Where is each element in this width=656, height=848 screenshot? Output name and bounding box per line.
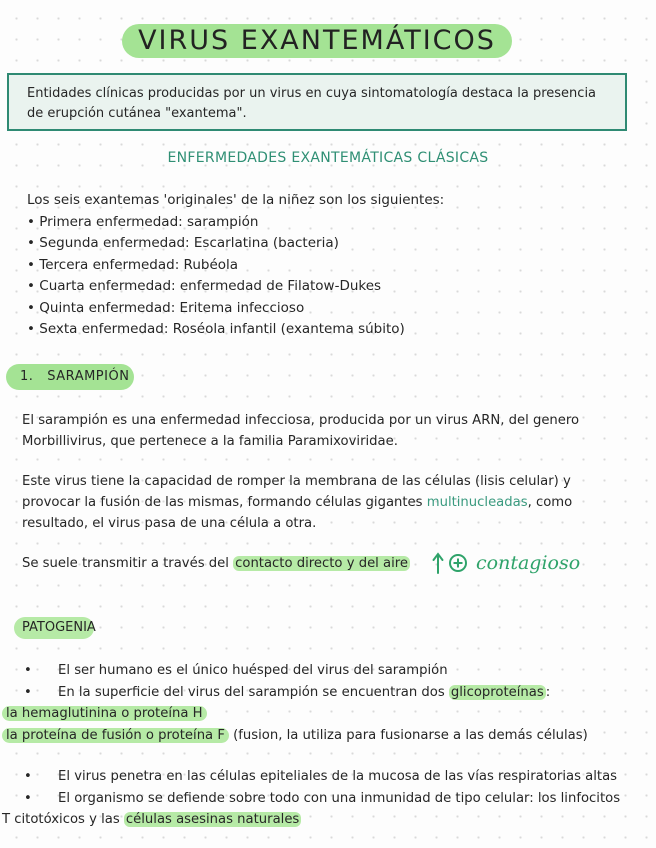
paragraph-definition: El sarampión es una enfermedad infecciosa, producida por un virus ARN, del genero Morbillivirus, que pertenece a la familia Paramixoviridae. <box>22 413 580 449</box>
plus-circle-icon <box>448 553 468 573</box>
item-text: : <box>545 684 551 700</box>
list-item: • Tercera enfermedad: Rubéola <box>27 255 444 277</box>
item-text: (fusion, la utiliza para fusionarse a las demás células) <box>228 727 588 743</box>
list-item: • Quinta enfermedad: Eritema infeccioso <box>27 298 444 320</box>
patogenia-list <box>2 660 634 831</box>
intro-lead: Los seis exantemas 'originales' de la niñez son los siguientes: <box>27 192 445 208</box>
paragraph-mechanism <box>22 471 630 534</box>
patogenia-title: PATOGENIA <box>22 620 96 635</box>
list-item <box>24 660 634 682</box>
list-item: • Sexta enfermedad: Roséola infantil (exantema súbito) <box>27 319 444 341</box>
subtitle: ENFERMEDADES EXANTEMÁTICAS CLÁSICAS <box>167 150 489 166</box>
text-segment: Se suele transmitir a través del <box>22 556 234 571</box>
text-segment: , como resultado, el virus pasa de una célula a otra. <box>22 495 573 531</box>
list-item <box>24 788 634 810</box>
exanthem-list <box>27 212 444 341</box>
item-text: En la superficie del virus del sarampión se encuentran dos <box>58 684 449 700</box>
list-item: • Cuarta enfermedad: enfermedad de Filatow-Dukes <box>27 276 444 298</box>
item-text: El ser humano es el único huésped del virus del sarampión <box>58 663 448 678</box>
note-text: contagioso <box>476 552 581 574</box>
text-segment: Este virus tiene la capacidad de romper la membrana de las células (lisis celular) y provocar la fusión de las mismas, formando células gigantes <box>22 474 571 510</box>
handwritten-note <box>432 548 580 578</box>
highlight-term: la proteína de fusión o proteína F <box>2 728 229 743</box>
list-item <box>24 766 634 788</box>
definition-box: Entidades clínicas producidas por un virus en cuya sintomatología destaca la presencia de erupción cutánea "exantema". <box>7 73 627 131</box>
item-text: El organismo se defiende sobre todo con una inmunidad de tipo celular: los linfocitos <box>58 790 621 806</box>
list-item: • Primera enfermedad: sarampión <box>27 212 444 234</box>
intro-section <box>27 190 444 341</box>
item-text: T citotóxicos y las <box>2 812 124 827</box>
highlight-term: la hemaglutinina o proteína H <box>2 706 207 721</box>
list-item: • Segunda enfermedad: Escarlatina (bacteria) <box>27 233 444 255</box>
list-line <box>2 809 634 831</box>
list-item <box>24 682 634 704</box>
up-arrow-icon <box>432 552 444 574</box>
section-title: 1. SARAMPIÓN <box>20 369 130 384</box>
highlight-term: contacto directo y del aire <box>235 556 409 571</box>
highlight-term: multinucleadas <box>426 495 528 510</box>
list-line <box>2 703 634 725</box>
page-title: VIRUS EXANTEMÁTICOS <box>138 25 496 56</box>
highlight-term: glicoproteínas <box>450 684 544 700</box>
list-line <box>2 725 634 747</box>
item-text: El virus penetra en las células epiteliales de la mucosa de las vías respiratorias altas <box>58 769 618 784</box>
highlight-term: células asesinas naturales <box>125 812 300 827</box>
